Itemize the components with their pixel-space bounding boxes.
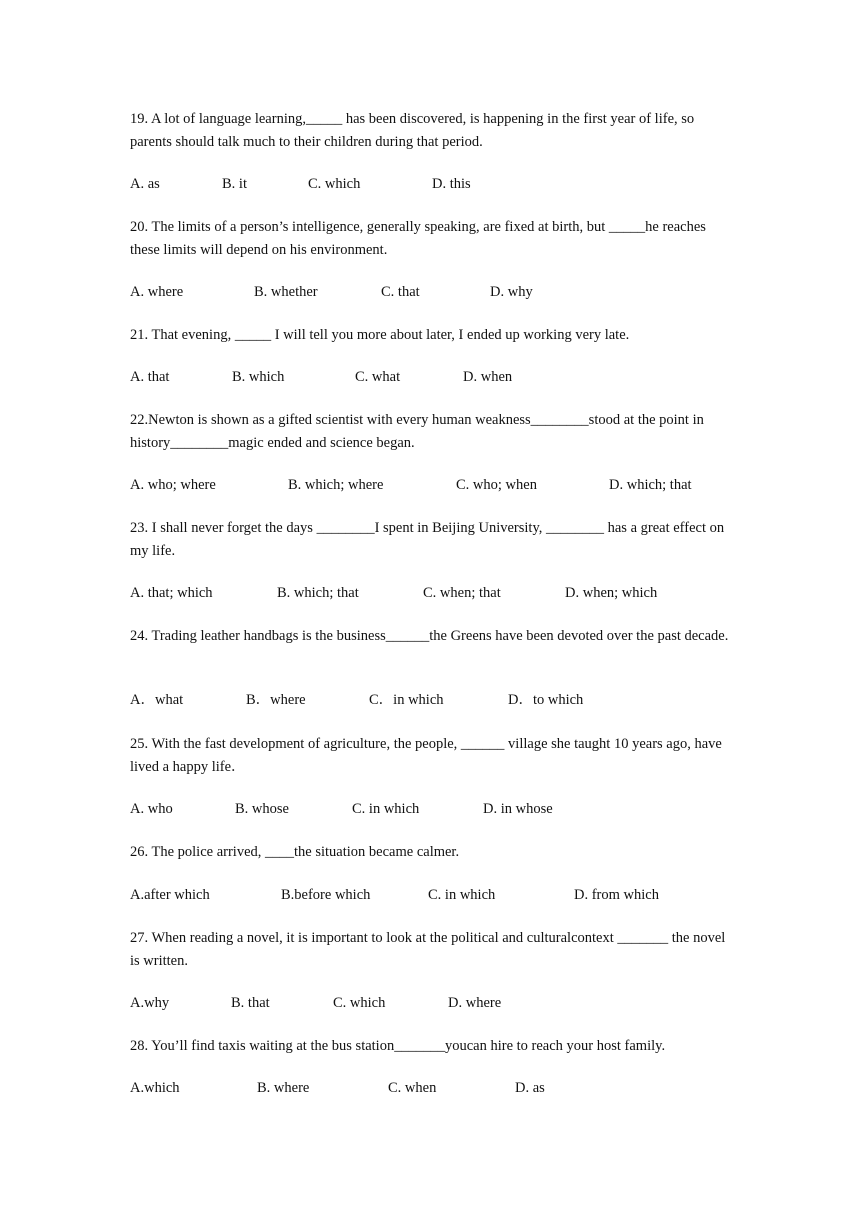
option-a: A. where xyxy=(130,284,184,300)
option-c: C．in which xyxy=(369,692,444,708)
option-c: C. what xyxy=(355,369,401,385)
question-21: 21. That evening, _____ I will tell you more about later, I ended up working very late. xyxy=(130,327,630,343)
option-b: B. that xyxy=(231,995,270,1011)
options-20 xyxy=(130,281,730,303)
option-d: D. from which xyxy=(574,887,659,903)
option-b: B.before which xyxy=(281,887,371,903)
options-22 xyxy=(130,474,730,496)
option-d: D. where xyxy=(448,995,502,1011)
option-a: A. that xyxy=(130,369,170,385)
option-b: B. which xyxy=(232,369,285,385)
option-d: D. which; that xyxy=(609,477,692,493)
option-a: A.after which xyxy=(130,887,210,903)
option-d: D. this xyxy=(432,176,471,192)
option-b: B. it xyxy=(222,176,247,192)
question-20: 20. The limits of a person’s intelligence, generally speaking, are fixed at birth, but _____he reaches these limits will depend on his environment. xyxy=(130,219,706,258)
option-d: D. in whose xyxy=(483,801,553,817)
question-22: 22.Newton is shown as a gifted scientist with every human weakness________stood at the point in history________magic ended and science began. xyxy=(130,412,704,451)
option-a: A．what xyxy=(130,692,184,708)
question-23: 23. I shall never forget the days ________I spent in Beijing University, ________ has a great effect on my life. xyxy=(130,520,725,559)
option-a: A. who xyxy=(130,801,173,817)
option-c: C. in which xyxy=(428,887,496,903)
option-c: C. that xyxy=(381,284,420,300)
question-19: 19. A lot of language learning,_____ has been discovered, is happening in the first year of life, so parents should talk much to their children during that period. xyxy=(130,111,695,150)
options-24 xyxy=(130,689,730,711)
option-c: C. who; when xyxy=(456,477,537,493)
option-a: A. that; which xyxy=(130,585,213,601)
option-d: D. as xyxy=(515,1080,545,1096)
option-c: C. in which xyxy=(352,801,420,817)
option-d: D. when xyxy=(463,369,513,385)
question-26: 26. The police arrived, ____the situation became calmer. xyxy=(130,844,460,860)
options-25 xyxy=(130,798,730,820)
options-26 xyxy=(130,884,730,906)
option-d: D. why xyxy=(490,284,533,300)
question-24: 24. Trading leather handbags is the business______the Greens have been devoted over the past decade. xyxy=(130,628,729,644)
option-c: C. when xyxy=(388,1080,437,1096)
options-27 xyxy=(130,992,730,1014)
option-b: B. where xyxy=(257,1080,310,1096)
option-b: B. whether xyxy=(254,284,318,300)
option-d: D. when; which xyxy=(565,585,658,601)
option-a: A.which xyxy=(130,1080,180,1096)
option-c: C. when; that xyxy=(423,585,501,601)
options-21 xyxy=(130,366,730,388)
option-c: C. which xyxy=(333,995,386,1011)
option-a: A.why xyxy=(130,995,170,1011)
question-25: 25. With the fast development of agriculture, the people, ______ village she taught 10 years ago, have lived a happy life． xyxy=(130,736,722,775)
option-b: B．where xyxy=(246,692,306,708)
option-b: B. which; that xyxy=(277,585,359,601)
question-28: 28. You’ll find taxis waiting at the bus station_______youcan hire to reach your host family. xyxy=(130,1038,666,1054)
option-a: A. who; where xyxy=(130,477,216,493)
option-b: B. whose xyxy=(235,801,289,817)
options-23 xyxy=(130,582,730,604)
option-a: A. as xyxy=(130,176,160,192)
option-c: C. which xyxy=(308,176,361,192)
options-28 xyxy=(130,1077,730,1099)
options-19 xyxy=(130,173,730,195)
option-d: D．to which xyxy=(508,692,584,708)
question-27: 27. When reading a novel, it is important to look at the political and culturalcontext _______ the novel is written. xyxy=(130,930,726,969)
option-b: B. which; where xyxy=(288,477,384,493)
